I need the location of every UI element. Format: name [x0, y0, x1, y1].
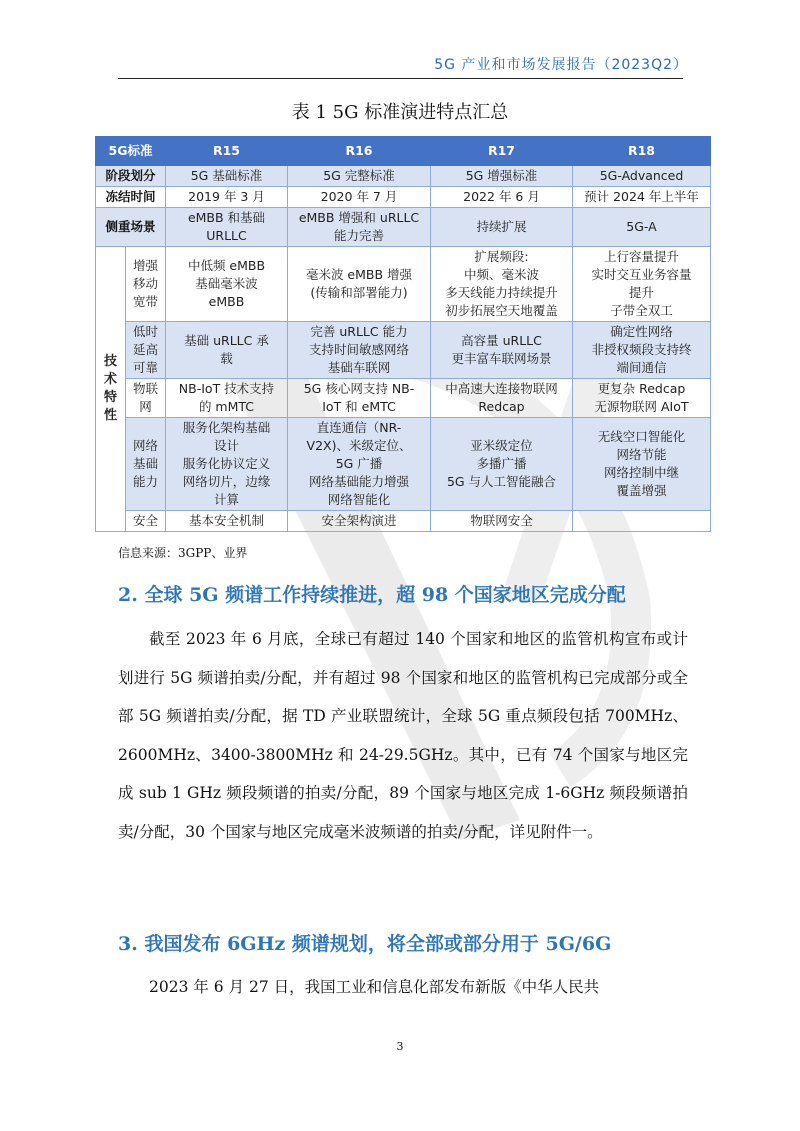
sub-row-label: 增强 移动 宽带	[126, 247, 166, 322]
table-cell: 毫米波 eMBB 增强 (传输和部署能力)	[288, 247, 431, 322]
table-cell: 5G-Advanced	[573, 166, 711, 187]
table-row	[96, 322, 711, 379]
sub-row-label: 低时 延高 可靠	[126, 322, 166, 379]
table-row	[96, 187, 711, 208]
table-cell: 亚米级定位 多播广播 5G 与人工智能融合	[431, 418, 573, 511]
table-cell: 基本安全机制	[166, 511, 288, 532]
table-row	[96, 247, 711, 322]
table-cell: 2020 年 7 月	[288, 187, 431, 208]
table-cell: 安全架构演进	[288, 511, 431, 532]
sub-row-label: 物联 网	[126, 379, 166, 418]
table-row	[96, 208, 711, 247]
table-cell: 更复杂 Redcap 无源物联网 AIoT	[573, 379, 711, 418]
column-header: R17	[431, 137, 573, 166]
table-caption: 表 1 5G 标准演进特点汇总	[291, 102, 509, 123]
table-cell: 5G 基础标准	[166, 166, 288, 187]
table-cell	[573, 511, 711, 532]
table-cell: 预计 2024 年上半年	[573, 187, 711, 208]
row-label: 阶段划分	[96, 166, 166, 187]
table-cell: 2022 年 6 月	[431, 187, 573, 208]
table-cell: 服务化架构基础 设计 服务化协议定义 网络切片，边缘 计算	[166, 418, 288, 511]
section-heading: 2. 全球 5G 频谱工作持续推进，超 98 个国家地区完成分配	[118, 584, 626, 606]
table-row	[96, 511, 711, 532]
table-cell: 中高速大连接物联网 Redcap	[431, 379, 573, 418]
header-divider	[118, 78, 683, 79]
table-row	[96, 166, 711, 187]
5g-standards-table	[95, 136, 711, 532]
section-heading: 3. 我国发布 6GHz 频谱规划，将全部或部分用于 5G/6G	[118, 933, 612, 955]
report-header-title: 5G 产业和市场发展报告（2023Q2）	[434, 57, 688, 73]
column-header: R16	[288, 137, 431, 166]
table-cell: 5G 增强标准	[431, 166, 573, 187]
table-cell: 完善 uRLLC 能力 支持时间敏感网络 基础车联网	[288, 322, 431, 379]
row-label: 冻结时间	[96, 187, 166, 208]
table-cell: 物联网安全	[431, 511, 573, 532]
table-cell: 确定性网络 非授权频段支持终 端间通信	[573, 322, 711, 379]
row-label: 侧重场景	[96, 208, 166, 247]
table-header-row	[96, 137, 711, 166]
column-header: R18	[573, 137, 711, 166]
table-cell: 5G 完整标准	[288, 166, 431, 187]
table-cell: 中低频 eMBB 基础毫米波 eMBB	[166, 247, 288, 322]
table-cell: 2019 年 3 月	[166, 187, 288, 208]
table-row	[96, 418, 711, 511]
table-cell: 上行容量提升 实时交互业务容量 提升 子带全双工	[573, 247, 711, 322]
table-cell: 无线空口智能化 网络节能 网络控制中继 覆盖增强	[573, 418, 711, 511]
table-cell: 直连通信（NR- V2X)、米级定位、 5G 广播 网络基础能力增强 网络智能化	[288, 418, 431, 511]
table-cell: 5G 核心网支持 NB- IoT 和 eMTC	[288, 379, 431, 418]
group-label-tech-features: 技 术 特 性	[96, 247, 126, 532]
table-cell: eMBB 和基础 URLLC	[166, 208, 288, 247]
column-header: 5G标准	[96, 137, 166, 166]
table-cell: 持续扩展	[431, 208, 573, 247]
table-cell: eMBB 增强和 uRLLC 能力完善	[288, 208, 431, 247]
table-cell: NB-IoT 技术支持 的 mMTC	[166, 379, 288, 418]
table-cell: 高容量 uRLLC 更丰富车联网场景	[431, 322, 573, 379]
table-cell: 基础 uRLLC 承 载	[166, 322, 288, 379]
sub-row-label: 网络 基础 能力	[126, 418, 166, 511]
table-source-note: 信息来源：3GPP、业界	[118, 546, 248, 560]
table-cell: 扩展频段: 中频、毫米波 多天线能力持续提升 初步拓展空天地覆盖	[431, 247, 573, 322]
page-number: 3	[396, 1040, 404, 1053]
sub-row-label: 安全	[126, 511, 166, 532]
column-header: R15	[166, 137, 288, 166]
table-cell: 5G-A	[573, 208, 711, 247]
section-paragraph: 2023 年 6 月 27 日，我国工业和信息化部发布新版《中华人民共	[149, 978, 600, 996]
table-row	[96, 379, 711, 418]
section-paragraph: 截至 2023 年 6 月底，全球已有超过 140 个国家和地区的监管机构宣布或计划进行 5G 频谱拍卖/分配，并有超过 98 个国家和地区的监管机构已完成部分或全部 5G 频谱拍卖/分配，据 TD 产业联盟统计，全球 5G 重点频段包括 700MHz、2600MHz、3400-3800MHz 和 24-29.5GHz。其中，已有 74 个国家与地区完成 sub 1 GHz 频段频谱的拍卖/分配，89 个国家与地区完成 1-6GHz 频段频谱拍卖/分配，30 个国家与地区完成毫米波频谱的拍卖/分配，详见附件一。	[118, 630, 688, 841]
